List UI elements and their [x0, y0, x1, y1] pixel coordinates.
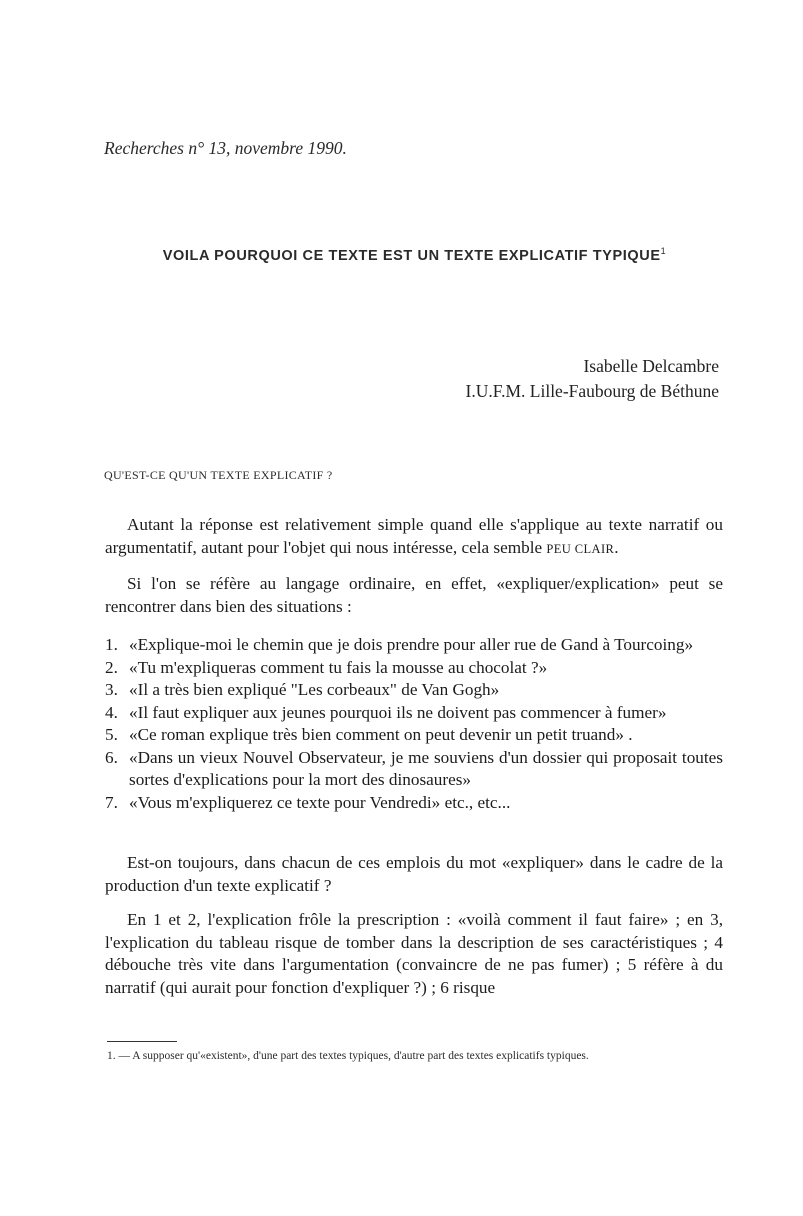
list-item-text: «Ce roman explique très bien comment on peut devenir un petit truand» .: [129, 725, 633, 744]
list-item-number: 7.: [105, 792, 118, 812]
list-item: [105, 747, 723, 792]
section-heading: QU'EST-CE QU'UN TEXTE EXPLICATIF ?: [104, 468, 333, 482]
list-item-number: 1.: [105, 635, 118, 654]
footnote-divider: [107, 1041, 177, 1042]
list-item-text: «Explique-moi le chemin que je dois prendre pour aller rue de Gand à Tourcoing»: [129, 635, 694, 654]
paragraph-2-text: Si l'on se réfère au langage ordinaire, en effet, «expliquer/explication» peut se rencontrer dans bien des situations :: [105, 574, 723, 616]
title-footnote-mark: 1: [660, 246, 667, 256]
list-item-number: 3.: [105, 680, 118, 699]
list-item-number: 2.: [105, 657, 118, 677]
author-block: [466, 354, 719, 404]
list-item: [105, 702, 723, 725]
journal-reference: Recherches n° 13, novembre 1990.: [104, 138, 347, 158]
example-list: [105, 634, 723, 814]
list-item: [105, 724, 723, 747]
paragraph-1-smallcaps: PEU CLAIR: [546, 541, 615, 556]
author-affiliation: I.U.F.M. Lille-Faubourg de Béthune: [465, 381, 719, 401]
paragraph-4-text: En 1 et 2, l'explication frôle la prescription : «voilà comment il faut faire» ; en 3, l'explication du tableau risque de tomber dans la description de ses caractéristiques ; 4 débouche très vite dans l'argumentation (convaincre de ne pas fumer) ; 5 réfère à du narratif (qui aurait pour fonction d'expliquer ?) ; 6 risque: [105, 910, 723, 997]
list-item: [105, 792, 723, 815]
paragraph-3-text: Est-on toujours, dans chacun de ces emplois du mot «expliquer» dans le cadre de la production d'un texte explicatif ?: [105, 853, 723, 895]
list-item-text: «Il a très bien expliqué "Les corbeaux" de Van Gogh»: [129, 680, 500, 699]
article-title: [0, 246, 803, 264]
author-name: Isabelle Delcambre: [583, 356, 719, 376]
list-item-number: 5.: [105, 725, 118, 744]
list-item: [105, 634, 723, 657]
list-item: [105, 657, 723, 680]
list-item-text: «Tu m'expliqueras comment tu fais la mousse au chocolat ?»: [129, 657, 548, 677]
article-title-text: VOILA POURQUOI CE TEXTE EST UN TEXTE EXPLICATIF TYPIQUE: [162, 248, 661, 264]
list-item-text: «Il faut expliquer aux jeunes pourquoi ils ne doivent pas commencer à fumer»: [129, 702, 667, 722]
paragraph-2: [105, 573, 723, 618]
footnote: 1. — A supposer qu'«existent», d'une part des textes typiques, d'autre part des textes explicatifs typiques.: [107, 1050, 589, 1062]
list-item-number: 6.: [105, 747, 118, 767]
paragraph-4: [105, 909, 723, 999]
paragraph-1-end: .: [614, 537, 619, 557]
list-item-number: 4.: [105, 702, 118, 722]
list-item-text: «Dans un vieux Nouvel Observateur, je me souviens d'un dossier qui proposait toutes sortes d'explications pour la mort des dinosaures»: [129, 747, 723, 789]
list-item: [105, 679, 723, 702]
paragraph-3: [105, 852, 723, 897]
paragraph-1: [105, 514, 723, 560]
list-item-text: «Vous m'expliquerez ce texte pour Vendredi» etc., etc...: [129, 792, 511, 812]
paragraph-1-text: Autant la réponse est relativement simple quand elle s'applique au texte narratif ou argumentatif, autant pour l'objet qui nous intéresse, cela semble: [105, 515, 723, 557]
